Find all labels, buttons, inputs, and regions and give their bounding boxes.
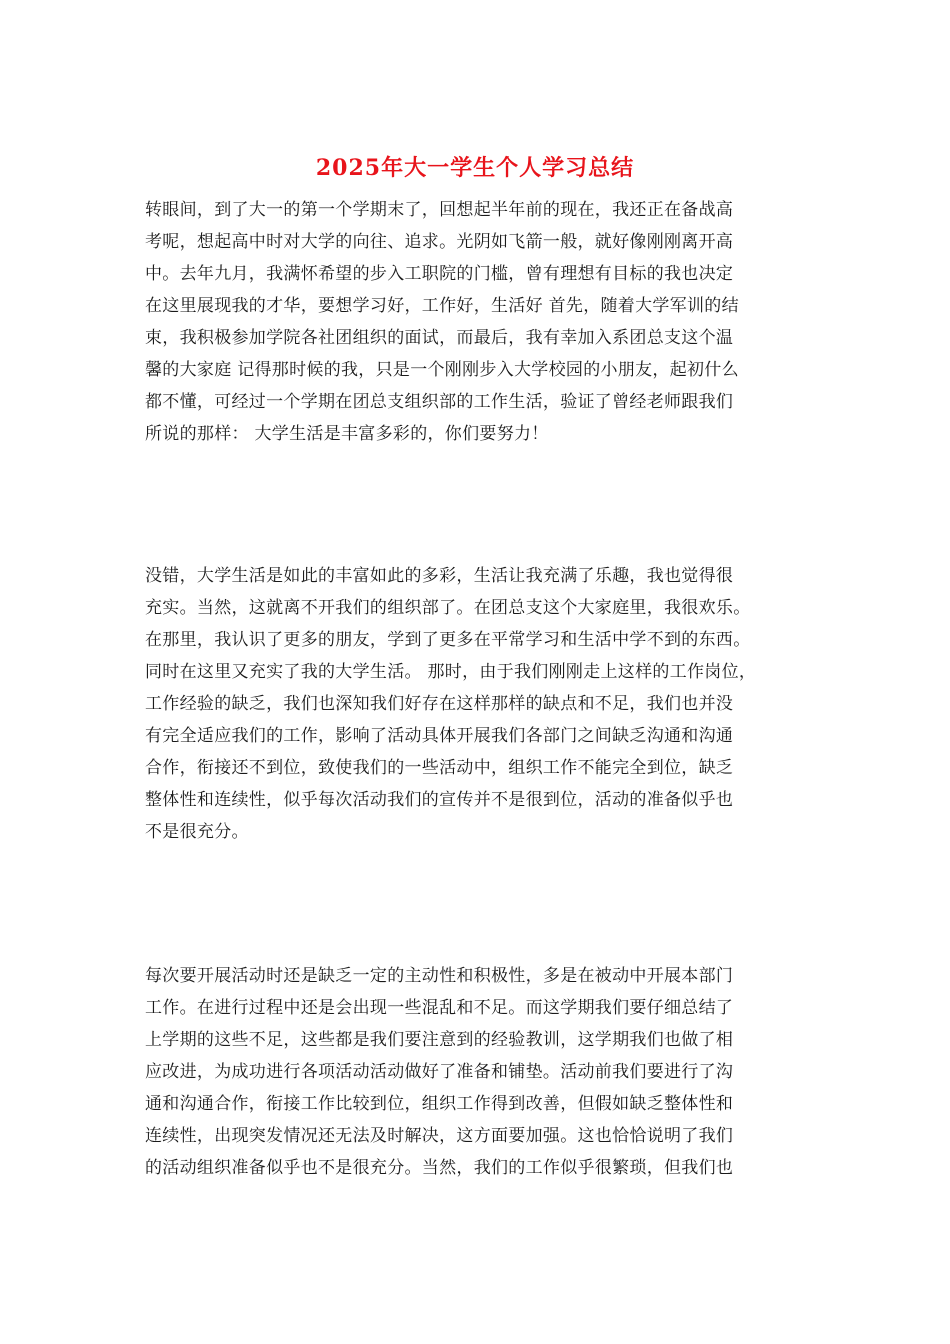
text-line: 考呢，想起高中时对大学的向往、追求。光阴如飞箭一般，就好像刚刚离开高: [145, 232, 734, 252]
text-line: 通和沟通合作，衔接工作比较到位，组织工作得到改善，但假如缺乏整体性和: [145, 1094, 734, 1114]
paragraph-2: [145, 560, 756, 848]
text-line: 的活动组织准备似乎也不是很充分。当然，我们的工作似乎很繁琐，但我们也: [145, 1158, 734, 1178]
text-line: 转眼间，到了大一的第一个学期末了，回想起半年前的现在，我还正在备战高: [145, 200, 734, 220]
text-line: 合作，衔接还不到位，致使我们的一些活动中，组织工作不能完全到位，缺乏: [145, 758, 734, 778]
text-line: 束，我积极参加学院各社团组织的面试，而最后，我有幸加入系团总支这个温: [145, 328, 734, 348]
paragraph-3: [145, 960, 733, 1184]
text-line: 上学期的这些不足，这些都是我们要注意到的经验教训，这学期我们也做了相: [145, 1030, 734, 1050]
text-line: 在这里展现我的才华，要想学习好，工作好，生活好 首先，随着大学军训的结: [145, 296, 739, 316]
text-line: 在那里，我认识了更多的朋友，学到了更多在平常学习和生活中学不到的东西。: [145, 630, 751, 650]
text-line: 充实。当然，这就离不开我们的组织部了。在团总支这个大家庭里，我很欢乐。: [145, 598, 751, 618]
text-line: 有完全适应我们的工作，影响了活动具体开展我们各部门之间缺乏沟通和沟通: [145, 726, 734, 746]
text-line: 不是很充分。: [145, 822, 249, 842]
text-line: 没错，大学生活是如此的丰富如此的多彩，生活让我充满了乐趣，我也觉得很: [145, 566, 734, 586]
text-line: 所说的那样： 大学生活是丰富多彩的，你们要努力！: [145, 424, 549, 444]
text-line: 整体性和连续性，似乎每次活动我们的宣传并不是很到位，活动的准备似乎也: [145, 790, 734, 810]
text-line: 工作。在进行过程中还是会出现一些混乱和不足。而这学期我们要仔细总结了: [145, 998, 734, 1018]
document-title: 2025年大一学生个人学习总结: [315, 155, 635, 181]
paragraph-1: [145, 194, 739, 450]
text-line: 应改进，为成功进行各项活动活动做好了准备和铺垫。活动前我们要进行了沟: [145, 1062, 734, 1082]
text-line: 工作经验的缺乏，我们也深知我们好存在这样那样的缺点和不足，我们也并没: [145, 694, 734, 714]
text-line: 每次要开展活动时还是缺乏一定的主动性和积极性，多是在被动中开展本部门: [145, 966, 734, 986]
text-line: 连续性，出现突发情况还无法及时解决，这方面要加强。这也恰恰说明了我们: [145, 1126, 734, 1146]
text-line: 馨的大家庭 记得那时候的我，只是一个刚刚步入大学校园的小朋友，起初什么: [145, 360, 739, 380]
text-line: 都不懂，可经过一个学期在团总支组织部的工作生活，验证了曾经老师跟我们: [145, 392, 734, 412]
text-line: 中。去年九月，我满怀希望的步入工职院的门槛，曾有理想有目标的我也决定: [145, 264, 734, 284]
text-line: 同时在这里又充实了我的大学生活。 那时，由于我们刚刚走上这样的工作岗位，: [145, 662, 757, 682]
